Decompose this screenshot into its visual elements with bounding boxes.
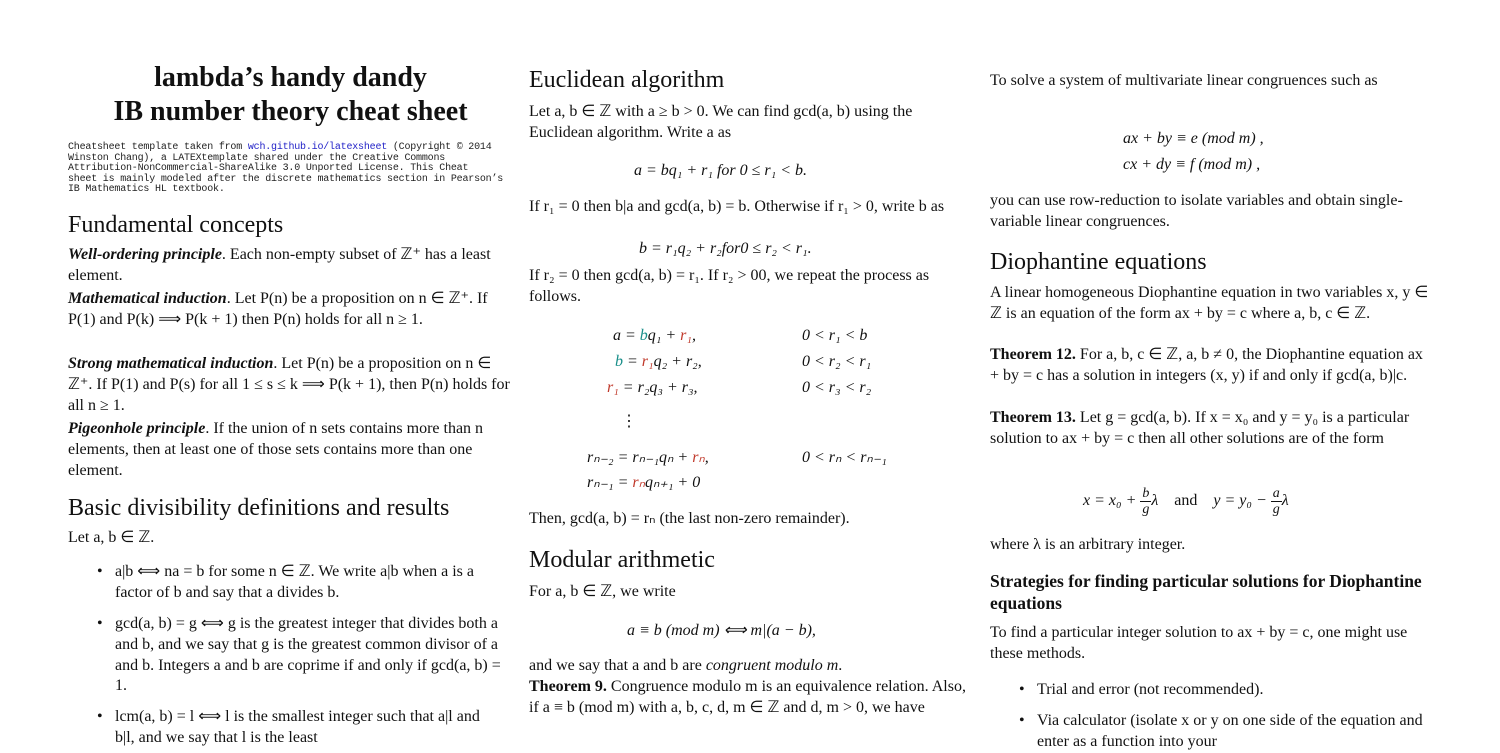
congruent-modulo-text: and we say that a and b are congruent modulo m. [529,657,843,674]
induction-paragraph [68,289,513,331]
diophantine-definition: A linear homogeneous Diophantine equation in two variables x, y ∈ ℤ is an equation of the form ax + by = c where a, b, c ∈ ℤ. [990,284,1429,322]
well-ordering-text: . Each non-empty subset of ℤ⁺ has a least element. [68,246,491,284]
equation-a-division: a = bq₁ + r₁ for 0 ≤ r₁ < b. [634,162,807,179]
row2-condition: 0 < r₂ < r₁ [802,353,872,370]
congruent-modulo-term: congruent modulo m [705,657,839,674]
system-equation-2: cx + dy ≡ f (mod m) , [1123,156,1261,173]
strategies-intro: To find a particular integer solution to ax + by = c, one might use these methods. [990,624,1408,662]
strong-induction-text: . Let P(n) be a proposition on n ∈ ℤ⁺. If P(1) and P(s) for all 1 ≤ s ≤ k ⟹ P(k + 1), then P(n) holds for all n ≥ 1. [68,355,510,414]
credit-line2: Winston Chang), a LATEXtemplate shared under the Creative Commons [68,152,446,164]
credit-prefix: Cheatsheet template taken from [68,142,248,153]
title-line-2: IB number theory cheat sheet [113,96,468,127]
credit-line1-suffix: (Copyright © 2014 [387,142,492,153]
row2-lhs: b = r₁q₂ + r₂, [615,353,702,370]
theorem-12 [990,345,1435,387]
heading-modular-arithmetic: Modular arithmetic [529,547,715,573]
row3-lhs: r₁ = r₂q₃ + r₃, [607,379,698,396]
heading-fundamental-concepts: Fundamental concepts [68,212,284,238]
heading-diophantine-equations: Diophantine equations [990,249,1207,275]
pigeonhole-paragraph [68,419,513,481]
list-item-lcm: • lcm(a, b) = l ⟺ l is the smallest integer such that a|l and b|l, and we say that l is the least [115,707,485,749]
let-ab-text: Let a, b ∈ ℤ. [68,529,155,546]
list-item-gcd: • gcd(a, b) = g ⟺ g is the greatest integer that divides both a and b, and we say that g is the greatest common divisor of a and b. Integers a and b are coprime if and only if gcd(a, b) = 1. [115,614,510,697]
row-n2-condition: 0 < rₙ < rₙ₋₁ [802,449,887,466]
heading-divisibility: Basic divisibility definitions and results [68,495,450,521]
multivariate-intro: To solve a system of multivariate linear congruences such as [990,72,1378,89]
lambda-note: where λ is an arbitrary integer. [990,536,1186,553]
induction-term: Mathematical induction [68,290,227,307]
heading-euclidean-algorithm: Euclidean algorithm [529,67,725,93]
list-item-calculator: • Via calculator (isolate x or y on one side of the equation and enter as a function into your [1037,711,1435,753]
system-equation-1: ax + by ≡ e (mod m) , [1123,130,1264,147]
row3-condition: 0 < r₃ < r₂ [802,379,872,396]
credit-line5: IB Mathematics HL textbook. [68,184,225,196]
vertical-dots: ⋮ [621,413,637,430]
template-link[interactable]: wch.github.io/latexsheet [247,142,388,153]
induction-text: . Let P(n) be a proposition on n ∈ ℤ⁺. If P(1) and P(k) ⟹ P(k + 1) then P(n) holds for all n ≥ 1. [68,290,488,328]
theorem-13 [990,408,1435,450]
credit-line4: sheet is mainly modeled after the discrete mathematics section in Pearson’s [68,173,504,185]
congruence-definition: a ≡ b (mod m) ⟺ m|(a − b), [627,622,816,639]
strong-induction-term: Strong mathematical induction [68,355,274,372]
title-line-1: lambda’s handy dandy [154,62,427,93]
equation-b-division: b = r₁q₂ + r₂for0 ≤ r₂ < r₁. [639,240,812,257]
credit-line3: Attribution-NonCommercial-ShareAlike 3.0 Unported License. This Cheat [68,163,469,175]
euclid-intro: Let a, b ∈ ℤ with a ≥ b > 0. We can find gcd(a, b) using the Euclidean algorithm. Write a as [529,103,913,141]
credit-block [68,143,513,196]
sheet-title [68,61,513,129]
theorem-13-label: Theorem 13. [990,409,1076,426]
list-item-trial-error: • Trial and error (not recommended). [1037,680,1435,701]
well-ordering-term: Well-ordering principle [68,246,222,263]
strong-induction-paragraph [68,354,513,416]
well-ordering-paragraph [68,245,513,287]
general-solution: x = x₀ + $\frac{b}{g}$ λ and y = y₀ − $\frac{a}{g}$ λ [1083,485,1289,517]
theorem-9 [529,677,969,719]
pigeonhole-text: . If the union of n sets contains more than n elements, then at least one of those sets contains more than one element. [68,420,484,479]
theorem-9-label: Theorem 9. [529,678,607,695]
row-reduction-text: you can use row-reduction to isolate variables and obtain single-variable linear congruences. [990,192,1403,230]
list-item-divides: • a|b ⟺ na = b for some n ∈ ℤ. We write a|b when a is a factor of b and say that a divides b. [115,562,485,604]
row1-condition: 0 < r₁ < b [802,327,868,344]
row1-lhs: a = bq₁ + r₁, [613,327,696,344]
heading-strategies: Strategies for finding particular solutions for Diophantine equations [990,571,1422,613]
euclid-repeat: If r₂ = 0 then gcd(a, b) = r₁. If r₂ > 00, we repeat the process as follows. [529,267,930,305]
theorem-12-text: For a, b, c ∈ ℤ, a, b ≠ 0, the Diophantine equation ax + by = c has a solution in integers (x, y) if and only if gcd(a, b)|c. [990,346,1423,384]
theorem-9-text: Congruence modulo m is an equivalence relation. Also, if a ≡ b (mod m) with a, b, c, d, m ∈ ℤ and d, m > 0, we have [529,678,966,716]
pigeonhole-term: Pigeonhole principle [68,420,206,437]
theorem-12-label: Theorem 12. [990,346,1076,363]
euclid-step-two: If r₁ = 0 then b|a and gcd(a, b) = b. Otherwise if r₁ > 0, write b as [529,198,945,215]
euclid-conclusion: Then, gcd(a, b) = rₙ (the last non-zero remainder). [529,510,850,527]
theorem-13-text: Let g = gcd(a, b). If x = x₀ and y = y₀ is a particular solution to ax + by = c then all other solutions are of the form [990,409,1410,447]
modular-intro: For a, b ∈ ℤ, we write [529,583,676,600]
